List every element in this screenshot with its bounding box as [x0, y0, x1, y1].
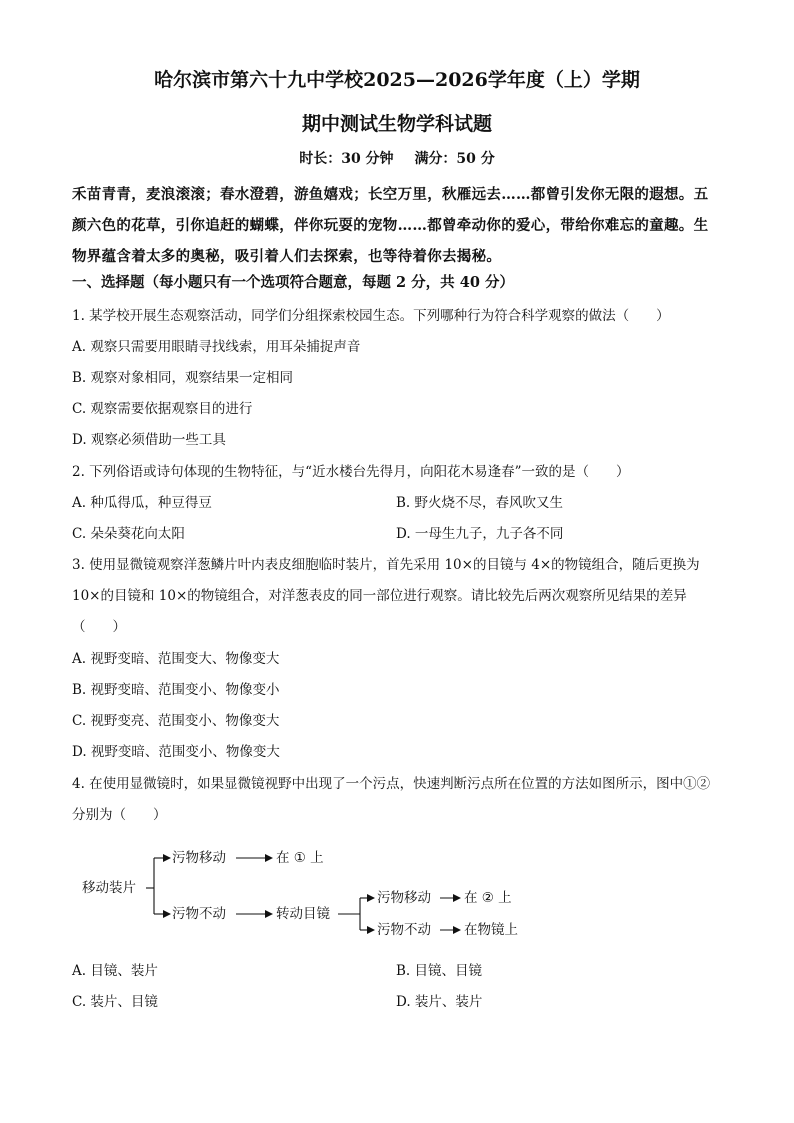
flow-node-result-3: 在物镜上: [464, 922, 518, 938]
section-heading: 一、选择题（每小题只有一个选项符合题意，每题 2 分，共 40 分）: [72, 274, 514, 291]
exam-title-line1: 哈尔滨市第六十九中学校2025—2026学年度（上）学期: [154, 69, 640, 91]
question-1-option-a[interactable]: A. 观察只需要用眼睛寻找线索，用耳朵捕捉声音: [72, 339, 361, 355]
question-2-stem: 2. 下列俗语或诗句体现的生物特征，与“近水楼台先得月，向阳花木易逢春”一致的是（ ）: [72, 464, 630, 480]
question-4-option-d[interactable]: D. 装片、装片: [396, 994, 483, 1010]
question-3-option-b[interactable]: B. 视野变暗、范围变小、物像变小: [72, 682, 280, 698]
question-4-option-b[interactable]: B. 目镜、目镜: [396, 963, 483, 979]
question-4-stem: 4. 在使用显微镜时，如果显微镜视野中出现了一个污点，快速判断污点所在位置的方法如图所示，图中①②分别为（ ）: [72, 776, 711, 823]
question-1-option-d[interactable]: D. 观察必须借助一些工具: [72, 432, 226, 448]
question-3-stem: 3. 使用显微镜观察洋葱鳞片叶内表皮细胞临时装片，首先采用 10×的目镜与 4×的物镜组合，随后更换为 10×的目镜和 10×的物镜组合，对洋葱表皮的同一部位进行观察。请比较先后两次观察所见结果的差异（ ）: [72, 557, 700, 635]
question-4-option-a[interactable]: A. 目镜、装片: [72, 963, 158, 979]
flow-node-result-1: 在 ① 上: [276, 850, 324, 866]
flow-node-rotate-eyepiece: 转动目镜: [276, 906, 330, 922]
exam-meta: [0, 150, 794, 168]
question-1-stem: 1. 某学校开展生态观察活动，同学们分组探索校园生态。下列哪种行为符合科学观察的做法（ ）: [72, 308, 670, 324]
question-1-option-b[interactable]: B. 观察对象相同，观察结果一定相同: [72, 370, 294, 386]
flow-node-stain-still-1: 污物不动: [172, 906, 226, 922]
intro-paragraph: 禾苗青青，麦浪滚滚；春水澄碧，游鱼嬉戏；长空万里，秋雁远去……都曾引发你无限的遐想。五颜六色的花草，引你追赶的蝴蝶，伴你玩耍的宠物……都曾牵动你的爱心，带给你难忘的童趣。生物界蕴含着太多的奥秘，吸引着人们去探索，也等待着你去揭秘。: [72, 186, 709, 265]
flow-node-stain-still-2: 污物不动: [377, 922, 431, 938]
question-4-option-c[interactable]: C. 装片、目镜: [72, 994, 158, 1010]
flow-node-result-2: 在 ② 上: [464, 890, 512, 906]
exam-score: 满分：50 分: [414, 151, 495, 167]
question-2-option-b[interactable]: B. 野火烧不尽，春风吹又生: [396, 495, 564, 511]
question-2-option-d[interactable]: D. 一母生九子，九子各不同: [396, 526, 564, 542]
flow-node-stain-moves-2: 污物移动: [377, 890, 431, 906]
exam-title-line2: 期中测试生物学科试题: [301, 113, 492, 135]
question-2-option-c[interactable]: C. 朵朵葵花向太阳: [72, 526, 185, 542]
flow-node-move-slide: 移动装片: [82, 880, 136, 896]
question-3-option-c[interactable]: C. 视野变亮、范围变小、物像变大: [72, 713, 280, 729]
question-3-option-d[interactable]: D. 视野变暗、范围变小、物像变大: [72, 744, 280, 760]
question-2-option-a[interactable]: A. 种瓜得瓜，种豆得豆: [72, 495, 212, 511]
flow-node-stain-moves-1: 污物移动: [172, 850, 226, 866]
question-3-option-a[interactable]: A. 视野变暗、范围变大、物像变大: [72, 651, 280, 667]
question-1-option-c[interactable]: C. 观察需要依据观察目的进行: [72, 401, 253, 417]
exam-duration: 时长：30 分钟: [299, 151, 394, 167]
stain-location-flowchart: [76, 842, 536, 948]
